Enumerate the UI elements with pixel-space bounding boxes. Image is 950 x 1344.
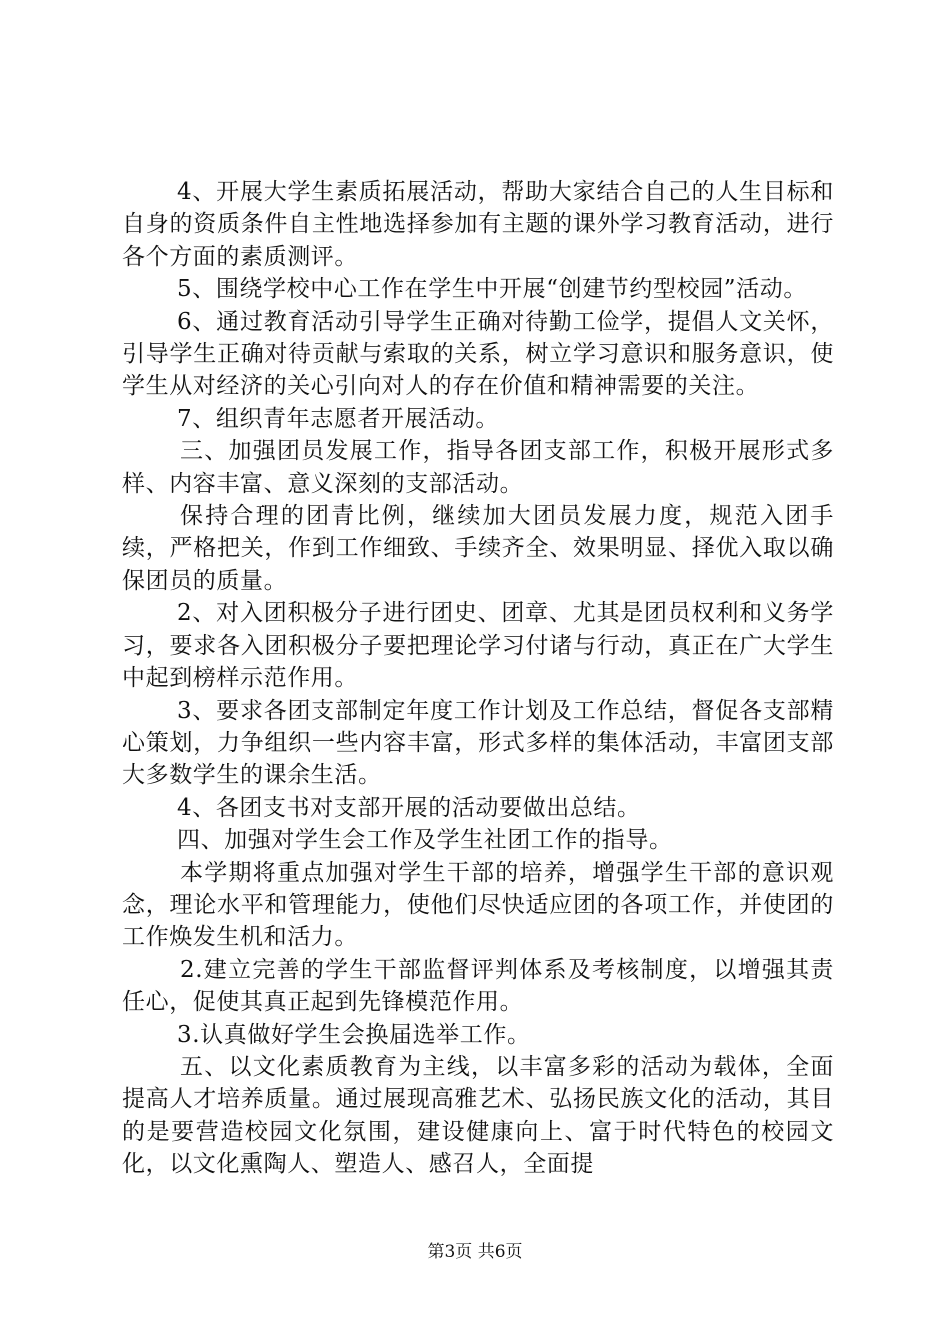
paragraph-item-5: 5、围绕学校中心工作在学生中开展“创建节约型校园”活动。 [177, 276, 807, 303]
paragraph-branch-plan: 3、要求各团支部制定年度工作计划及工作总结，督促各支部精心策划，力争组织一些内容丰富，形式多样的集体活动，丰富团支部大多数学生的课余生活。 [122, 697, 834, 789]
page-footer: 第3页 共6页 [427, 1242, 523, 1262]
paragraph-activist-study: 2、对入团积极分子进行团史、团章、尤其是团员权利和义务学习，要求各入团积极分子要把理论学习付诸与行动，真正在广大学生中起到榜样示范作用。 [122, 600, 834, 692]
section-heading-3: 三、加强团员发展工作，指导各团支部工作，积极开展形式多样、内容丰富、意义深刻的支部活动。 [122, 438, 834, 497]
section-heading-5: 五、以文化素质教育为主线，以丰富多彩的活动为载体，全面提高人才培养质量。通过展现高雅艺术、弘扬民族文化的活动，其目的是要营造校园文化氛围，建设健康向上、富于时代特色的校园文化，以文化熏陶人、塑造人、感召人，全面提 [122, 1053, 834, 1178]
paragraph-election: 3.认真做好学生会换届选举工作。 [177, 1021, 531, 1048]
document-body [122, 176, 834, 1181]
paragraph-branch-summary: 4、各团支书对支部开展的活动要做出总结。 [177, 794, 641, 821]
paragraph-item-7: 7、组织青年志愿者开展活动。 [177, 405, 500, 432]
section-heading-4: 四、加强对学生会工作及学生社团工作的指导。 [177, 827, 673, 854]
paragraph-item-4: 4、开展大学生素质拓展活动，帮助大家结合自己的人生目标和自身的资质条件自主性地选择参加有主题的课外学习教育活动，进行各个方面的素质测评。 [122, 179, 834, 270]
paragraph-item-6: 6、通过教育活动引导学生正确对待勤工俭学，提倡人文关怀，引导学生正确对待贡献与索取的关系，树立学习意识和服务意识，使学生从对经济的关心引向对人的存在价值和精神需要的关注。 [122, 308, 834, 400]
paragraph-cadre-supervision: 2.建立完善的学生干部监督评判体系及考核制度，以增强其责任心，促使其真正起到先锋模范作用。 [122, 956, 834, 1016]
paragraph-member-ratio: 保持合理的团青比例，继续加大团员发展力度，规范入团手续，严格把关，作到工作细致、手续齐全、效果明显、择优入取以确保团员的质量。 [122, 503, 834, 594]
paragraph-cadre-training: 本学期将重点加强对学生干部的培养，增强学生干部的意识观念，理论水平和管理能力，使他们尽快适应团的各项工作，并使团的工作焕发生机和活力。 [122, 859, 834, 951]
